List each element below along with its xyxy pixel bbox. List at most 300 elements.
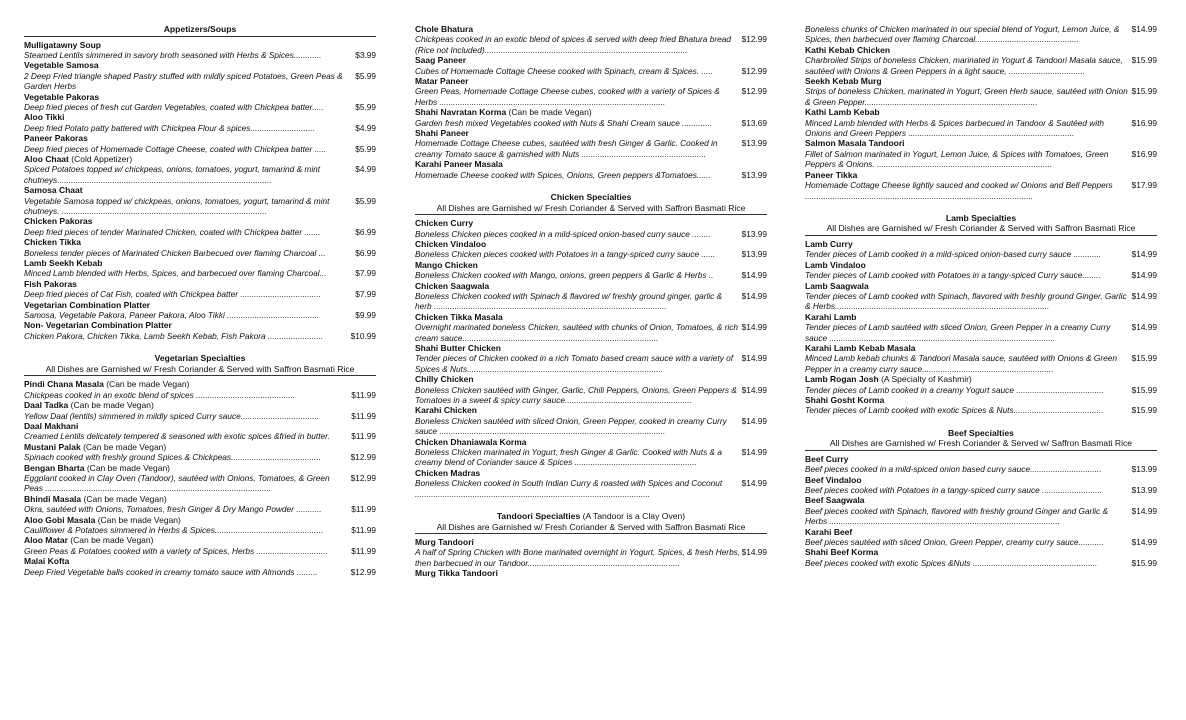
menu-item <box>805 527 1157 548</box>
item-name-line <box>24 400 376 410</box>
item-description-line <box>415 249 767 259</box>
menu-item <box>24 40 376 61</box>
item-name-line <box>415 55 767 65</box>
item-price: $12.99 <box>350 566 376 577</box>
item-price: $12.99 <box>741 65 767 76</box>
item-name-line <box>415 128 767 138</box>
item-description-line <box>415 447 767 468</box>
section-header <box>24 353 376 376</box>
item-price: $10.99 <box>350 330 376 341</box>
item-name-line <box>24 300 376 310</box>
item-price: $14.99 <box>1131 249 1157 260</box>
item-price: $7.99 <box>355 289 376 300</box>
item-description: Tender pieces of Lamb cooked with Spinach, flavored with freshly ground Ginger, Garlic & Herbs............................................................................................. <box>805 290 1127 312</box>
item-description: Spinach cooked with freshly ground Spices & Chickpeas....................................... <box>24 452 321 463</box>
item-description: Okra, sautéed with Onions, Tomatoes, fresh Ginger & Dry Mango Powder ........... <box>24 504 322 515</box>
section-title: Tandoori Specialties <box>496 511 581 522</box>
item-description: Green Peas, Homemade Cottage Cheese cubes, cooked with a variety of Spices & Herbs .................................................................................................. <box>415 86 720 107</box>
item-description-line <box>415 353 767 374</box>
item-note: (Can be made Vegan) <box>70 535 154 546</box>
item-name-line <box>805 454 1157 464</box>
item-description-line <box>24 123 376 133</box>
item-name: Murg Tikka Tandoori <box>415 568 498 579</box>
item-price: $14.99 <box>741 478 767 489</box>
item-name-line <box>24 92 376 102</box>
item-name: Chicken Dhaniawala Korma <box>415 436 527 447</box>
menu-item <box>24 112 376 133</box>
menu-item <box>805 495 1157 526</box>
menu-item <box>24 442 376 463</box>
section-subtitle: All Dishes are Garnished w/ Fresh Coriander & Served with Saffron Basmati Rice <box>436 202 746 213</box>
item-price: $7.99 <box>355 268 376 279</box>
item-description-line <box>24 71 376 92</box>
item-description-line <box>415 416 767 437</box>
menu-item <box>415 24 767 55</box>
item-description: Overnight marinated boneless Chicken, sautéed with chunks of Onion, Tomatoes, & rich cream sauce..................................................................................... <box>415 322 738 343</box>
item-description-line <box>415 229 767 239</box>
menu-column-2 <box>415 24 767 579</box>
item-description-line <box>24 390 376 400</box>
menu-item <box>24 421 376 442</box>
item-description: Steamed Lentils simmered in savory broth seasoned with Herbs & Spices............ <box>24 49 322 60</box>
item-note: (Can be made Vegan) <box>70 400 154 411</box>
item-description: Fillet of Salmon marinated in Yogurt, Lemon Juice, & Spices with Tomatoes, Green Peppers & Onions. ............................................................................ <box>805 148 1109 170</box>
item-price: $5.99 <box>355 195 376 206</box>
item-price: $12.99 <box>350 452 376 463</box>
item-name-line <box>805 495 1157 505</box>
menu-item <box>805 475 1157 496</box>
item-price: $14.99 <box>1131 322 1157 333</box>
item-description-line <box>24 411 376 421</box>
item-price: $14.99 <box>1131 505 1157 516</box>
menu-item <box>415 568 767 578</box>
item-name-line <box>805 547 1157 557</box>
item-description: Chickpeas cooked in an exotic blend of spices ........................................... <box>24 389 296 400</box>
item-description-line <box>24 504 376 514</box>
item-description-line <box>24 248 376 258</box>
item-name-line <box>415 343 767 353</box>
item-name-line <box>24 320 376 330</box>
section-title: Vegetarian Specialties <box>154 353 246 364</box>
item-description: Homemade Cottage Cheese lightly sauced and cooked w/ Onions and Bell Peppers ................................................................................................... <box>805 180 1113 201</box>
item-price: $14.99 <box>1131 290 1157 301</box>
menu-section <box>415 499 767 579</box>
item-name: Lamb Vindaloo <box>805 259 866 270</box>
item-description: Tender pieces of Lamb sautéed with sliced Onion, Green Pepper in a creamy Curry sauce .................................................................................................. <box>805 322 1111 343</box>
menu-item <box>24 515 376 536</box>
item-description: Boneless Chicken cooked with Spinach & flavored w/ freshly ground ginger, garlic & herb ..................................................................................................... <box>415 290 723 312</box>
item-name: Shahi Butter Chicken <box>415 342 501 353</box>
section-header <box>24 24 376 37</box>
item-name-line <box>805 107 1157 117</box>
item-price: $16.99 <box>1131 117 1157 128</box>
item-price: $14.99 <box>741 447 767 458</box>
item-name: Shahi Beef Korma <box>805 547 879 558</box>
item-name-line <box>415 76 767 86</box>
item-name-line <box>24 112 376 122</box>
item-name: Bhindi Masala <box>24 493 82 504</box>
item-name-line <box>415 159 767 169</box>
menu-item <box>24 494 376 515</box>
menu-item <box>415 437 767 468</box>
item-price: $13.99 <box>741 138 767 149</box>
item-description-line <box>24 546 376 556</box>
item-description: Beef pieces cooked in a mild-spiced onion based curry sauce............................... <box>805 464 1102 475</box>
item-name: Aloo Matar <box>24 535 68 546</box>
menu-item <box>24 216 376 237</box>
item-name: Shahi Paneer <box>415 128 469 139</box>
item-name: Lamb Seekh Kebab <box>24 258 103 269</box>
menu-section <box>805 201 1157 416</box>
menu-item <box>415 239 767 260</box>
item-price: $15.99 <box>1131 405 1157 416</box>
menu-item <box>415 537 767 568</box>
item-name: Mulligatawny Soup <box>24 39 101 50</box>
item-name: Lamb Saagwala <box>805 280 869 291</box>
menu-item <box>415 128 767 159</box>
item-name: Beef Saagwala <box>805 495 865 506</box>
item-name-line <box>415 107 767 117</box>
item-name: Karahi Lamb <box>805 311 857 322</box>
item-description: Cauliflower & Potatoes simmered in Herbs & Spices............................................... <box>24 524 324 535</box>
item-name-line <box>24 237 376 247</box>
item-description: Minced Lamb blended with Herbs, Spices, and barbecued over flaming Charcoal... <box>24 268 327 279</box>
item-description-line <box>805 24 1157 45</box>
item-name-line <box>24 442 376 452</box>
item-description-line <box>805 558 1157 568</box>
menu-item <box>805 312 1157 343</box>
item-price: $13.99 <box>741 169 767 180</box>
item-description: Boneless Chicken sautéed with Ginger, Garlic, Chili Peppers, Onions, Green Peppers & Tomatoes in a sweet & spicy curry sauce....................................................... <box>415 384 737 405</box>
item-description-line <box>805 322 1157 343</box>
item-description-line <box>805 118 1157 139</box>
item-name-line <box>24 216 376 226</box>
item-name-line <box>415 568 767 578</box>
item-price: $11.99 <box>351 389 376 400</box>
item-description-line <box>805 249 1157 259</box>
item-description: Homemade Cheese cooked with Spices, Onions, Green peppers &Tomatoes...... <box>415 169 711 180</box>
item-name: Seekh Kebab Murg <box>805 76 882 87</box>
menu-item <box>24 258 376 279</box>
menu-item <box>805 395 1157 416</box>
item-price: $14.99 <box>1131 270 1157 281</box>
item-description-line <box>24 50 376 60</box>
item-name: Chicken Vindaloo <box>415 238 487 249</box>
item-description: Deep Fried Vegetable balls cooked in creamy tomato sauce with Almonds ......... <box>24 566 318 577</box>
item-name: Shahi Gosht Korma <box>805 395 885 405</box>
item-description: Deep fried pieces of Homemade Cottage Cheese, coated with Chickpea batter ..... <box>24 143 327 154</box>
item-name-line <box>805 45 1157 55</box>
item-description-line <box>24 525 376 535</box>
item-description: Boneless tender pieces of Marinated Chicken Barbecued over flaming Charcoal ... <box>24 247 326 258</box>
item-price: $12.99 <box>741 34 767 45</box>
item-description-line <box>415 66 767 76</box>
item-name-line <box>24 60 376 70</box>
item-name-line <box>415 239 767 249</box>
item-note: (Cold Appetizer) <box>71 153 133 164</box>
item-description-line <box>805 485 1157 495</box>
item-description: Spiced Potatoes topped w/ chickpeas, onions, tomatoes, yogurt, tamarind & mint chutneys............................................................................................. <box>24 164 321 185</box>
item-name-line <box>805 260 1157 270</box>
menu-item <box>415 405 767 436</box>
item-price: $14.99 <box>1131 537 1157 548</box>
menu-column-1 <box>24 24 376 577</box>
item-name-line <box>24 133 376 143</box>
item-description: 2 Deep Fried triangle shaped Pastry stuffed with mildly spiced Potatoes, Green Peas & Garden Herbs <box>24 70 343 92</box>
item-name: Chicken Tikka <box>24 237 82 248</box>
item-name: Karahi Lamb Kebab Masala <box>805 342 916 353</box>
item-description-line <box>415 34 767 55</box>
item-description-line <box>805 55 1157 76</box>
menu-item <box>805 138 1157 169</box>
item-name-line <box>24 379 376 389</box>
item-name-line <box>24 463 376 473</box>
item-name-line <box>805 281 1157 291</box>
item-price: $13.99 <box>741 228 767 239</box>
item-description-line <box>805 149 1157 170</box>
item-name: Chole Bhatura <box>415 24 474 34</box>
item-name: Aloo Tikki <box>24 112 65 123</box>
item-name-line <box>24 535 376 545</box>
item-description: Samosa, Vegetable Pakora, Paneer Pakora, Aloo Tikki ........................................ <box>24 310 320 321</box>
item-description: Beef pieces cooked with Potatoes in a tangy-spiced curry sauce .......................... <box>805 485 1102 496</box>
menu-item <box>24 379 376 400</box>
menu-item <box>24 237 376 258</box>
item-name-line <box>24 154 376 164</box>
menu-item <box>24 92 376 113</box>
item-description-line <box>415 170 767 180</box>
item-description: Boneless chunks of Chicken marinated in our special blend of Yogurt, Lemon Juice, & Spices, then barbecued over flaming Charcoal............................................. <box>805 24 1120 45</box>
section-title-note: (A Tandoor is a Clay Oven) <box>582 511 686 522</box>
item-name-line <box>415 24 767 34</box>
item-name: Paneer Tikka <box>805 169 858 180</box>
item-name-line <box>415 218 767 228</box>
menu-item <box>415 281 767 312</box>
item-description-line <box>415 118 767 128</box>
menu-item <box>805 454 1157 475</box>
item-description-line <box>24 268 376 278</box>
item-price: $14.99 <box>741 384 767 395</box>
item-description-line <box>24 331 376 341</box>
item-price: $6.99 <box>355 247 376 258</box>
item-description: Boneless Chicken sautéed with sliced Onion, Green Pepper, cooked in creamy Curry sauce .................................................................................................. <box>415 415 727 437</box>
menu-item <box>805 24 1157 45</box>
item-name-line <box>24 515 376 525</box>
section-subtitle: All Dishes are Garnished w/ Fresh Coriander & Served with Saffron Basmati Rice <box>826 223 1136 234</box>
menu-item <box>24 300 376 321</box>
menu-item <box>415 468 767 499</box>
item-description: Minced Lamb kebab chunks & Tandoori Masala sauce, sautéed with Onions & Green Pepper in a creamy curry sauce......................................................... <box>805 353 1117 374</box>
item-description-line <box>805 464 1157 474</box>
item-description: Creamed Lentils delicately tempered & seasoned with exotic spices &fried in butter. <box>24 431 330 442</box>
menu-item <box>415 107 767 128</box>
section-header <box>805 428 1157 451</box>
item-name-line <box>24 494 376 504</box>
item-description-line <box>805 537 1157 547</box>
item-name-line <box>24 556 376 566</box>
menu-item <box>805 239 1157 260</box>
item-description-line <box>415 86 767 107</box>
menu-item <box>415 218 767 239</box>
item-description: Chicken Pakora, Chicken Tikka, Lamb Seekh Kebab, Fish Pakora ........................ <box>24 330 324 341</box>
item-note: (Can be made Vegan) <box>508 107 592 118</box>
item-name: Mustani Palak <box>24 441 81 452</box>
item-price: $14.99 <box>1131 24 1157 34</box>
item-name-line <box>805 170 1157 180</box>
item-description: Tender pieces of Chicken cooked in a rich Tomato based cream sauce with a variety of Spices & Nuts..................................................................................... <box>415 353 734 374</box>
menu-item <box>415 343 767 374</box>
menu-item <box>24 60 376 91</box>
item-price: $14.99 <box>741 547 767 558</box>
item-description: Eggplant cooked in Clay Oven (Tandoor), sautéed with Onions, Tomatoes, & Green Peas .................................................................................................. <box>24 472 330 494</box>
item-name-line <box>415 537 767 547</box>
item-price: $16.99 <box>1131 148 1157 159</box>
item-price: $14.99 <box>741 415 767 426</box>
item-name: Non- Vegetarian Combination Platter <box>24 320 172 331</box>
item-name: Mango Chicken <box>415 259 478 270</box>
menu-item <box>24 463 376 494</box>
item-name: Paneer Pakoras <box>24 133 88 144</box>
item-name: Chilly Chicken <box>415 374 474 385</box>
menu-item <box>805 170 1157 201</box>
item-price: $15.99 <box>1131 55 1157 66</box>
item-name-line <box>415 437 767 447</box>
menu-item <box>805 260 1157 281</box>
item-name-line <box>415 281 767 291</box>
item-price: $12.99 <box>350 472 376 483</box>
item-description: Deep fried pieces of tender Marinated Chicken, coated with Chickpea batter ....... <box>24 226 321 237</box>
menu-item <box>415 159 767 180</box>
section-title: Beef Specialties <box>948 427 1014 438</box>
menu-item <box>805 107 1157 138</box>
item-price: $4.99 <box>355 164 376 175</box>
item-description-line <box>24 310 376 320</box>
item-price: $3.99 <box>355 49 376 60</box>
section-title: Chicken Specialties <box>550 192 632 203</box>
item-description-line <box>415 270 767 280</box>
menu-item <box>24 133 376 154</box>
item-name: Vegetable Samosa <box>24 60 99 71</box>
section-subtitle: All Dishes are Garnished w/ Fresh Coriander & Served w/ Saffron Basmati Rice <box>829 438 1133 449</box>
item-note: (Can be made Vegan) <box>86 462 171 473</box>
item-description: Boneless Chicken pieces cooked in a mild-spiced onion-based curry sauce ........ <box>415 228 711 239</box>
item-description: Yellow Daal (lentils) simmered in mildly spiced Curry sauce.................................. <box>24 410 320 421</box>
item-note: (Can be made Vegan) <box>97 514 181 525</box>
item-price: $5.99 <box>355 101 376 112</box>
item-price: $11.99 <box>351 504 376 515</box>
item-description: Boneless Chicken cooked in South Indian Curry & roasted with Spices and Coconut ...................................................................................................... <box>415 478 723 499</box>
section-header <box>415 511 767 534</box>
menu-item <box>24 320 376 341</box>
item-description-line <box>805 270 1157 280</box>
item-name-line <box>805 475 1157 485</box>
item-description-line <box>415 547 767 568</box>
item-description: Beef pieces cooked with exotic Spices &Nuts ...................................................... <box>805 557 1098 568</box>
item-name: Kathi Kebab Chicken <box>805 44 891 55</box>
item-price: $6.99 <box>355 226 376 237</box>
item-name-line <box>415 374 767 384</box>
item-name-line <box>805 76 1157 86</box>
item-name-line <box>805 312 1157 322</box>
item-description: Minced Lamb blended with Herbs & Spices barbecued in Tandoor & Sautéed with Onions and Green Peppers ........................................................................ <box>805 117 1105 139</box>
item-description-line <box>805 291 1157 312</box>
item-price: $17.99 <box>1131 180 1157 191</box>
item-name: Saag Paneer <box>415 55 467 66</box>
item-description-line <box>24 473 376 494</box>
item-price: $5.99 <box>355 143 376 154</box>
item-description-line <box>415 385 767 406</box>
item-description-line <box>805 385 1157 395</box>
item-price: $4.99 <box>355 122 376 133</box>
item-description: Tender pieces of Lamb cooked in a mild-spiced onion-based curry sauce ............ <box>805 249 1102 260</box>
item-description-line <box>805 86 1157 107</box>
item-description-line <box>24 567 376 577</box>
menu-item <box>415 55 767 76</box>
item-price: $14.99 <box>741 270 767 281</box>
item-description-line <box>805 506 1157 527</box>
item-price: $13.69 <box>741 117 767 128</box>
item-name: Lamb Rogan Josh <box>805 374 879 385</box>
item-name-line <box>805 374 1157 384</box>
item-note: (Can be made Vegan) <box>83 441 167 452</box>
item-description: Deep fried pieces of fresh cut Garden Vegetables, coated with Chickpea batter..... <box>24 101 324 112</box>
item-description-line <box>805 353 1157 374</box>
item-name: Murg Tandoori <box>415 537 474 548</box>
item-description: Boneless Chicken cooked with Mango, onions, green peppers & Garlic & Herbs .. <box>415 270 714 281</box>
item-description-line <box>415 138 767 159</box>
item-description-line <box>805 405 1157 415</box>
item-name-line <box>415 405 767 415</box>
item-description: Cubes of Homemade Cottage Cheese cooked with Spinach, cream & Spices. ..... <box>415 65 713 76</box>
item-note: (A Specialty of Kashmir) <box>881 374 972 385</box>
item-note: (Can be made Vegan) <box>106 379 190 390</box>
item-name: Samosa Chaat <box>24 185 83 196</box>
item-description: Homemade Cottage Cheese cubes, sautéed with fresh Ginger & Garlic. Cooked in creamy Tomato sauce & garnished with Nuts ...................................................... <box>415 138 718 159</box>
item-description: Beef pieces sautéed with sliced Onion, Green Pepper, creamy curry sauce........... <box>805 537 1104 548</box>
menu-section <box>415 180 767 499</box>
section-title: Appetizers/Soups <box>163 24 237 34</box>
item-description-line <box>24 164 376 185</box>
item-name: Malai Kofta <box>24 556 70 567</box>
item-description-line <box>24 196 376 217</box>
item-name: Aloo Gobi Masala <box>24 514 96 525</box>
menu-item <box>24 556 376 577</box>
item-description: Tender pieces of Lamb cooked in a creamy Yogurt sauce ...................................... <box>805 384 1104 395</box>
item-note: (Can be made Vegan) <box>83 493 167 504</box>
item-description-line <box>24 227 376 237</box>
item-price: $11.99 <box>351 545 376 556</box>
item-name: Vegetable Pakoras <box>24 91 100 102</box>
item-price: $14.99 <box>741 322 767 333</box>
item-price: $14.99 <box>741 353 767 364</box>
item-description: A half of Spring Chicken with Bone marinated overnight in Yogurt, Spices, & fresh Herbs, then barbecued in our Tandoor.................................................................. <box>415 547 741 568</box>
item-name: Chicken Saagwala <box>415 280 490 291</box>
item-price: $14.99 <box>741 290 767 301</box>
item-description: Boneless Chicken marinated in Yogurt, fresh Ginger & Garlic. Cooked with Nuts & a creamy blend of Coriander sauce & Spices ..................................................... <box>415 447 722 468</box>
section-header <box>805 213 1157 236</box>
menu-section <box>805 416 1157 568</box>
item-name: Bengan Bharta <box>24 462 85 473</box>
item-name-line <box>24 40 376 50</box>
menu-item <box>24 279 376 300</box>
menu-item <box>805 343 1157 374</box>
item-price: $15.99 <box>1131 353 1157 364</box>
item-description: Boneless Chicken pieces cooked with Potatoes in a tangy-spiced curry sauce ...... <box>415 249 716 260</box>
item-name: Kathi Lamb Kebab <box>805 107 880 118</box>
menu-item <box>415 374 767 405</box>
item-name: Karahi Chicken <box>415 405 477 416</box>
item-price: $12.99 <box>741 86 767 97</box>
